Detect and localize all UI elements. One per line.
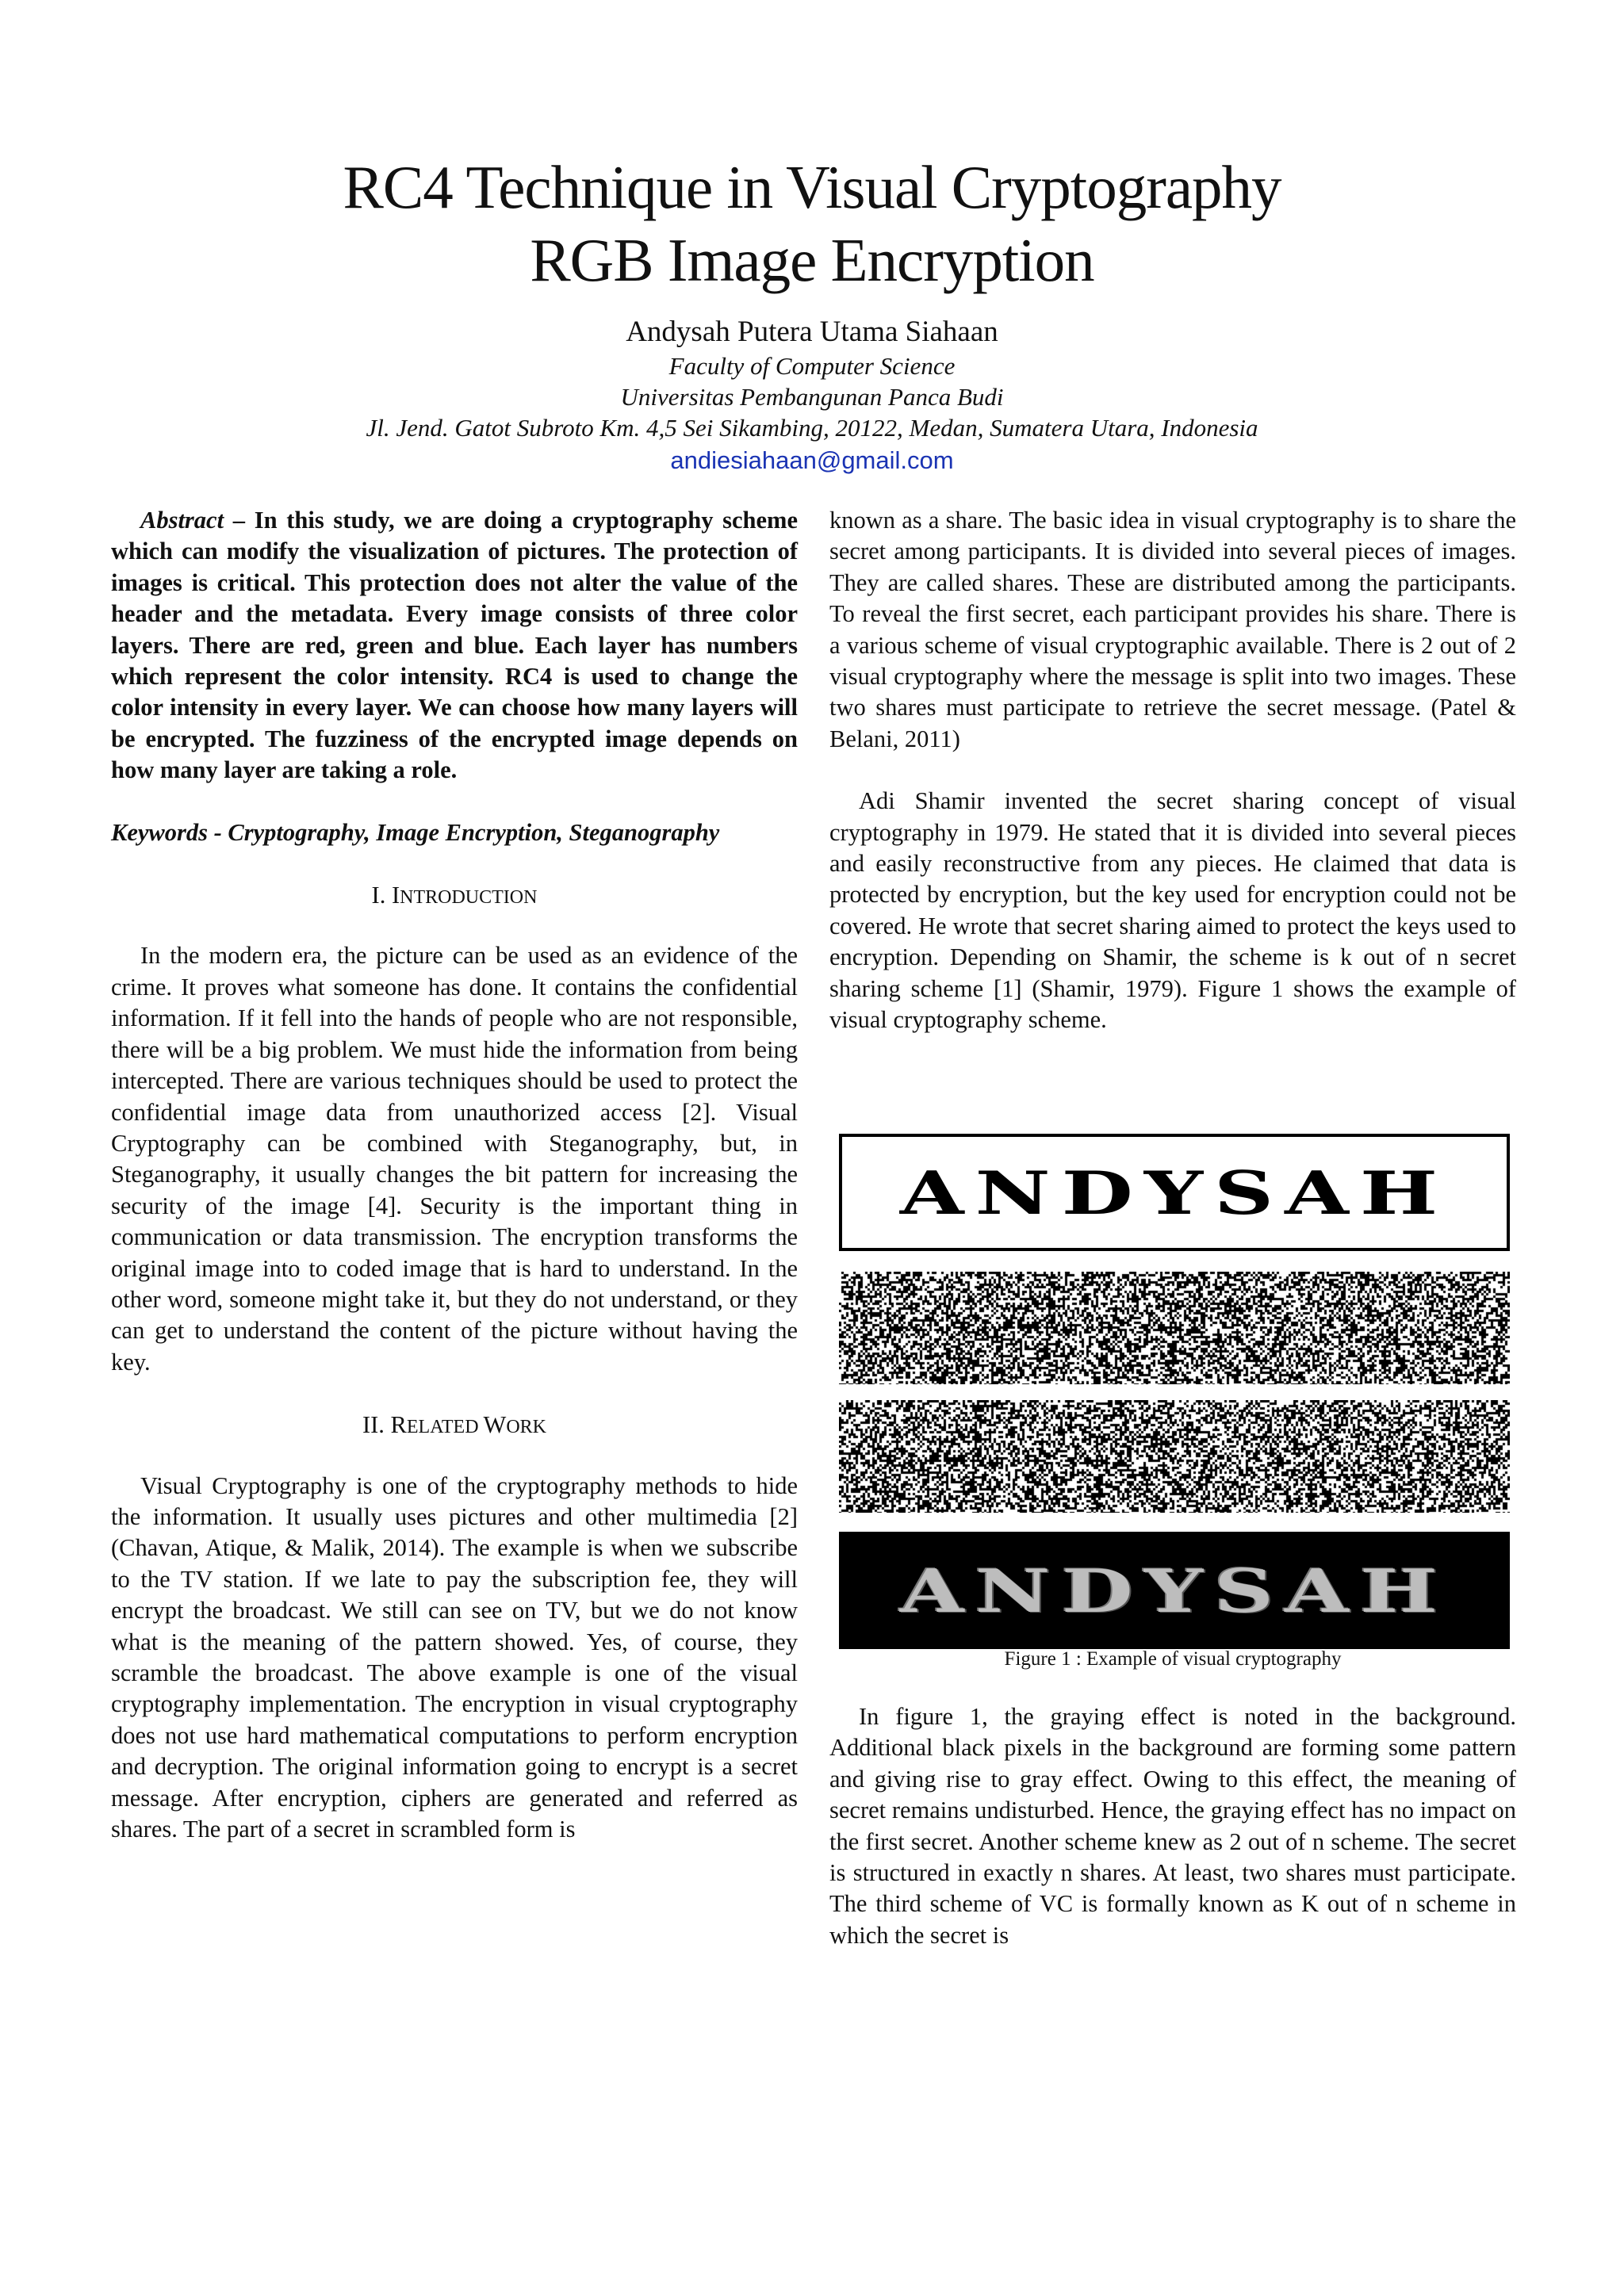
keywords: Keywords - Cryptography, Image Encryption, Steganography [111,818,720,846]
section-title-rest: ORK [506,1417,547,1438]
author-address: Jl. Jend. Gatot Subroto Km. 4,5 Sei Sikambing, 20122, Medan, Sumatera Utara, Indonesia [366,414,1258,442]
related-work-paragraph: Visual Cryptography is one of the cryptography methods to hide the information. It usually uses pictures and other multimedia [2] (Chavan, Atique, & Malik, 2014). The example is when we subscribe to the TV station. If we late to pay the subscription fee, they will encrypt the broadcast. We still can see on TV, but we do not know what is the meaning of the pattern showed. Yes, of course, they scramble the broadcast. The above example is one of the visual cryptography implementation. The encryption in visual cryptography does not use hard mathematical computations to perform encryption and decryption. The original information going to encrypt is a secret message. After encryption, ciphers are generated and referred as shares. The part of a secret in scrambled form is [111,1471,798,1843]
abstract [111,505,798,786]
section-number: II. R [362,1411,407,1439]
abstract-text: In this study, we are doing a cryptography scheme which can modify the visualization of pictures. The protection of images is critical. This protection does not alter the value of the header and the metadata. Every image consists of three color layers. There are red, green and blue. Each layer has numbers which represent the color intensity. RC4 is used to change the color intensity in every layer. We can choose how many layers will be encrypted. The fuzziness of the encrypted image depends on how many layer are taking a role. [111,507,799,784]
paper-title [0,151,1624,297]
section-title-cap: W [483,1411,507,1439]
author-name: Andysah Putera Utama Siahaan [626,316,998,348]
right-column [829,505,1516,1036]
abstract-label: Abstract [140,507,224,534]
author-university: Universitas Pembangunan Panca Budi [620,383,1004,411]
title-line-2: RGB Image Encryption [530,226,1094,294]
intro-paragraph: In the modern era, the picture can be used as an evidence of the crime. It proves what someone has done. It contains the confidential information. If it fell into the hands of people who are not responsible, there will be a big problem. We must hide the information from being intercepted. There are various techniques should be used to protect the confidential image data from unauthorized access [2]. Visual Cryptography can be combined with Steganography, but, in Steganography, it usually changes the bit pattern for increasing the security of the image [4]. Security is the important thing in communication or data transmission. The encryption transforms the original image into to coded image that is hard to understand. In the other word, someone might take it, but they do not understand, or they can get to understand the content of the picture without having the key. [111,942,798,1376]
figure-caption: Figure 1 : Example of visual cryptography [1004,1648,1342,1670]
section-heading-related-work [111,1410,798,1443]
title-line-1: RC4 Technique in Visual Cryptography [343,153,1281,221]
figure-reconstructed-text: ANDYSAH [899,1555,1450,1626]
figure-secret-text: ANDYSAH [899,1157,1450,1228]
right-paragraph-2: Adi Shamir invented the secret sharing concept of visual cryptography in 1979. He stated that it is divided into several pieces and easily reconstructive from any pieces. He claimed that data is protected by encryption, but the key used for encryption could not be covered. He wrote that secret sharing aimed to protect the keys used to encryption. Depending on Shamir, the scheme is k out of n secret sharing scheme [1] (Shamir, 1979). Figure 1 shows the example of visual cryptography scheme. [829,787,1516,1034]
right-column-lower [829,1701,1516,1951]
right-paragraph-3: In figure 1, the graying effect is noted in the background. Additional black pixels in the background are forming some pattern and giving rise to gray effect. Owing to this effect, the meaning of secret remains undisturbed. Hence, the graying effect has no impact on the first secret. Another scheme knew as 2 out of n scheme. The secret is structured in exactly n shares. At least, two shares must participate. The third scheme of VC is formally known as K out of n scheme in which the secret is [829,1703,1516,1949]
section-title-rest: ELATED [406,1417,484,1438]
figure-share-2 [839,1400,1510,1513]
figure-secret-image [839,1134,1510,1251]
right-paragraph-1: known as a share. The basic idea in visual cryptography is to share the secret among participants. It is divided into several pieces of images. They are called shares. These are distributed among the participants. To reveal the first secret, each participant provides his share. There is a various scheme of visual cryptographic available. There is 2 out of 2 visual cryptography where the message is split into two images. These two shares must participate to retrieve the secret message. (Patel & Belani, 2011) [829,507,1516,752]
section-heading-introduction [111,880,798,913]
figure-share-1 [839,1272,1510,1384]
figure-reconstructed-image [839,1532,1510,1649]
abstract-dash: – [224,507,255,534]
section-title-rest: NTRODUCTION [400,887,538,909]
left-column [111,505,798,1845]
author-email[interactable]: andiesiahaan@gmail.com [670,446,954,474]
section-number: I. I [371,882,400,909]
author-faculty: Faculty of Computer Science [668,352,956,380]
